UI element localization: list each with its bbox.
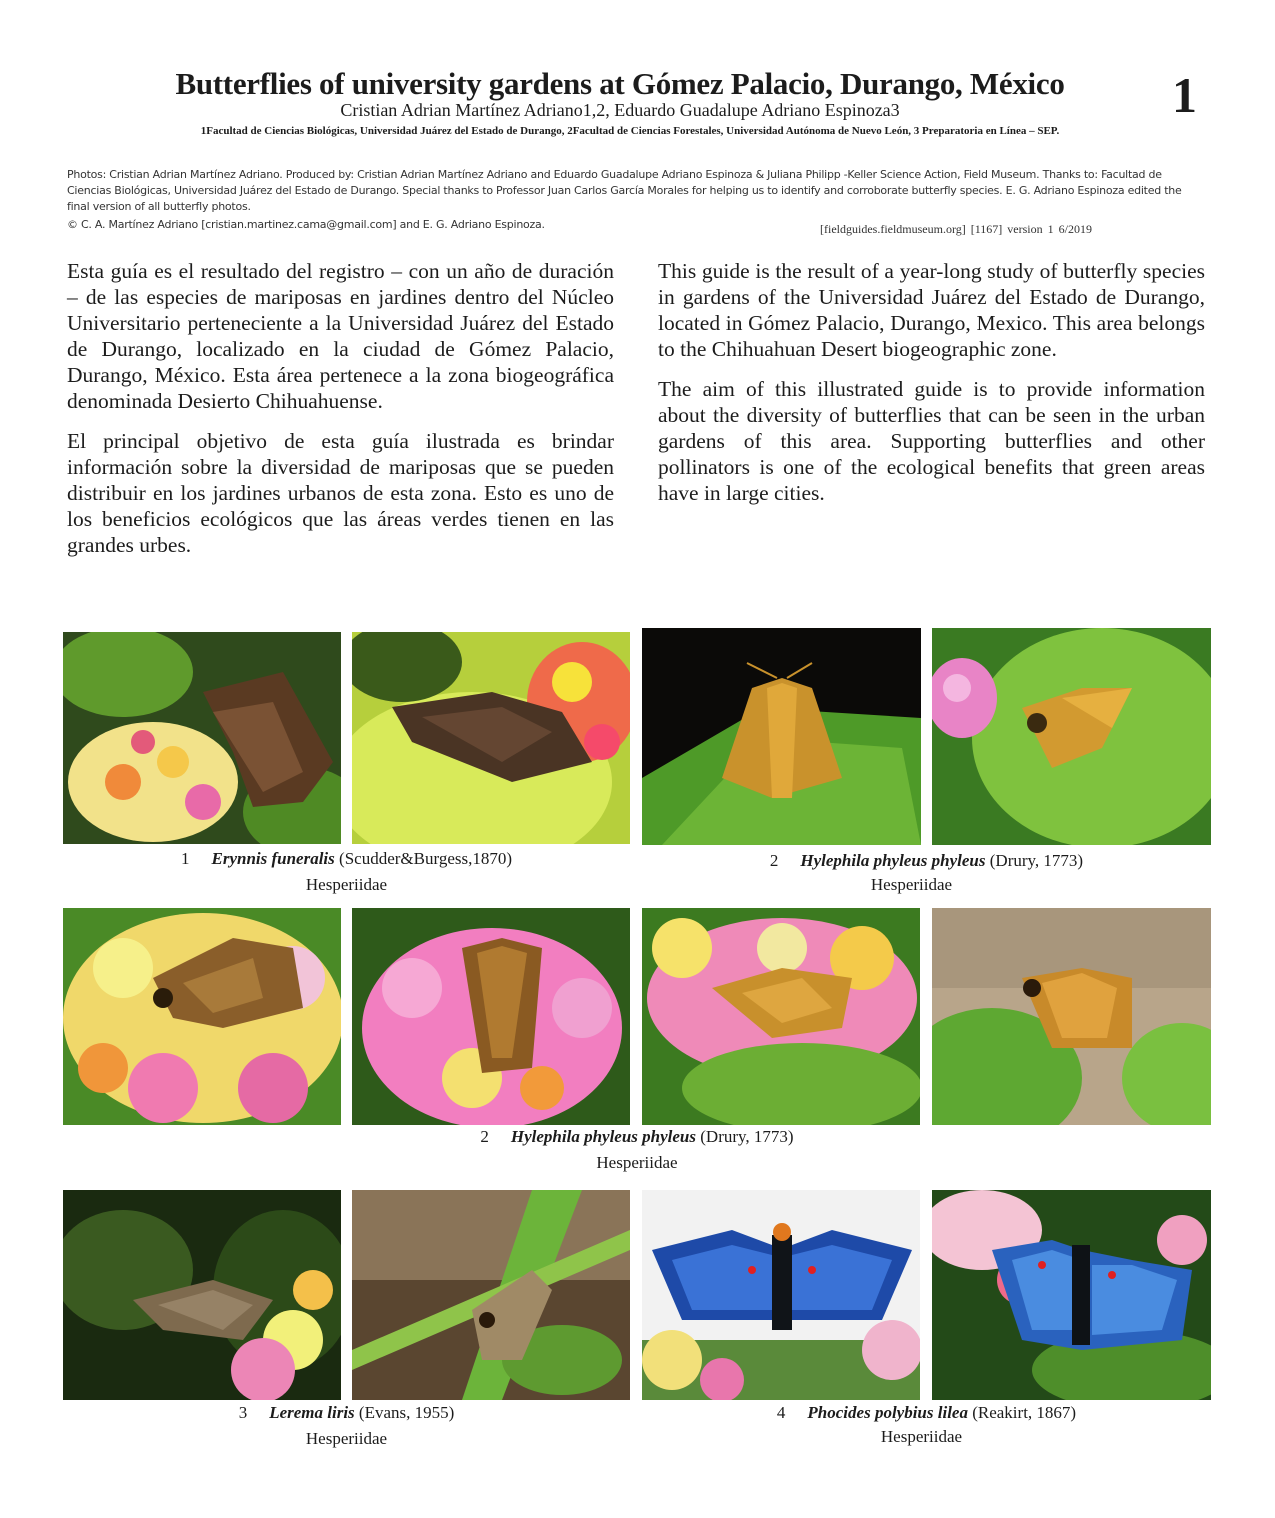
authors: Cristian Adrian Martínez Adriano1,2, Eduardo Guadalupe Adriano Espinoza3 — [340, 100, 900, 120]
affiliations: 1Facultad de Ciencias Biológicas, Universidad Juárez del Estado de Durango, 2Facultad de Ciencias Forestales, Universidad Autónoma de Nuevo León, 3 Preparatoria en Línea – SEP. — [200, 125, 1060, 137]
intro-spanish — [67, 258, 614, 558]
photo-phocides-polybius-2 — [932, 1190, 1211, 1400]
page-title: Butterflies of university gardens at Gómez Palacio, Durango, México — [175, 66, 1065, 101]
photo-erynnis-funeralis-1 — [63, 632, 341, 844]
family-species-2a: Hesperiidae — [870, 875, 953, 894]
photo-lerema-liris-2 — [352, 1190, 630, 1400]
photo-hylephila-phyleus-2 — [932, 628, 1211, 845]
photo-phocides-polybius-1 — [642, 1190, 920, 1400]
intro-english — [658, 258, 1205, 506]
caption-species-2a: 2 Hylephila phyleus phyleus (Drury, 1773) — [769, 851, 1084, 870]
family-species-2b: Hesperiidae — [596, 1153, 678, 1172]
photo-hylephila-phyleus-1 — [642, 628, 921, 845]
family-species-3: Hesperiidae — [305, 1429, 388, 1448]
photo-hylephila-phyleus-5 — [642, 908, 920, 1125]
family-species-1: Hesperiidae — [305, 875, 388, 894]
intro-en-paragraph-2: The aim of this illustrated guide is to provide information about the diversity of butterflies that can be seen in the urban gardens of this area. Supporting butterflies and other pollinators is one of the ecological benefits that green areas have in large cities. — [658, 377, 1205, 505]
intro-es-paragraph-1: Esta guía es el resultado del registro – con un año de duración – de las especies de mariposas en jardines dentro del Núcleo Universitario perteneciente a la Universidad Juárez del Estado de Durango, localizado en la ciudad de Gómez Palacio, Durango, México. Esta área pertenece a la zona biogeográfica denominada Desierto Chihuahuense. — [67, 259, 614, 413]
photo-hylephila-phyleus-3 — [63, 908, 341, 1125]
photo-lerema-liris-1 — [63, 1190, 341, 1400]
credits: Photos: Cristian Adrian Martínez Adriano. Produced by: Cristian Adrian Martínez Adriano and Eduardo Guadalupe Adriano Espinoza & Juliana Philipp -Keller Science Action, Field Museum. Thanks to: Facultad de Ciencias Biológicas, Universidad Juárez del Estado de Durango. Special thanks to Professor Juan Carlos García Morales for helping us to identify and corroborate butterfly species. E. G. Adriano Espinoza edited the final version of all butterfly photos. — [67, 168, 1182, 213]
caption-species-1: 1 Erynnis funeralis (Scudder&Burgess,1870) — [180, 849, 513, 868]
caption-species-2b: 2 Hylephila phyleus phyleus (Drury, 1773) — [480, 1127, 794, 1146]
copyright: © C. A. Martínez Adriano [cristian.martinez.cama@gmail.com] and E. G. Adriano Espinoza. — [67, 218, 545, 231]
intro-es-paragraph-2: El principal objetivo de esta guía ilustrada es brindar información sobre la diversidad de mariposas que se pueden distribuir en los jardines urbanos de esta zona. Esto es uno de los beneficios ecológicos que las áreas verdes tienen en las grandes urbes. — [67, 429, 614, 557]
family-species-4: Hesperiidae — [880, 1427, 963, 1446]
intro-en-paragraph-1: This guide is the result of a year-long study of butterfly species in gardens of the Universidad Juárez del Estado de Durango, located in Gómez Palacio, Durango, Mexico. This area belongs to the Chihuahuan Desert biogeographic zone. — [658, 259, 1205, 361]
page-number: 1 — [1172, 67, 1197, 123]
caption-species-4: 4 Phocides polybius lilea (Reakirt, 1867) — [776, 1403, 1077, 1422]
photo-hylephila-phyleus-4 — [352, 908, 630, 1125]
photo-erynnis-funeralis-2 — [352, 632, 630, 844]
guide-info: [fieldguides.fieldmuseum.org] [1167] version 1 6/2019 — [820, 222, 1092, 236]
caption-species-3: 3 Lerema liris (Evans, 1955) — [238, 1403, 455, 1422]
photo-hylephila-phyleus-6 — [932, 908, 1211, 1125]
